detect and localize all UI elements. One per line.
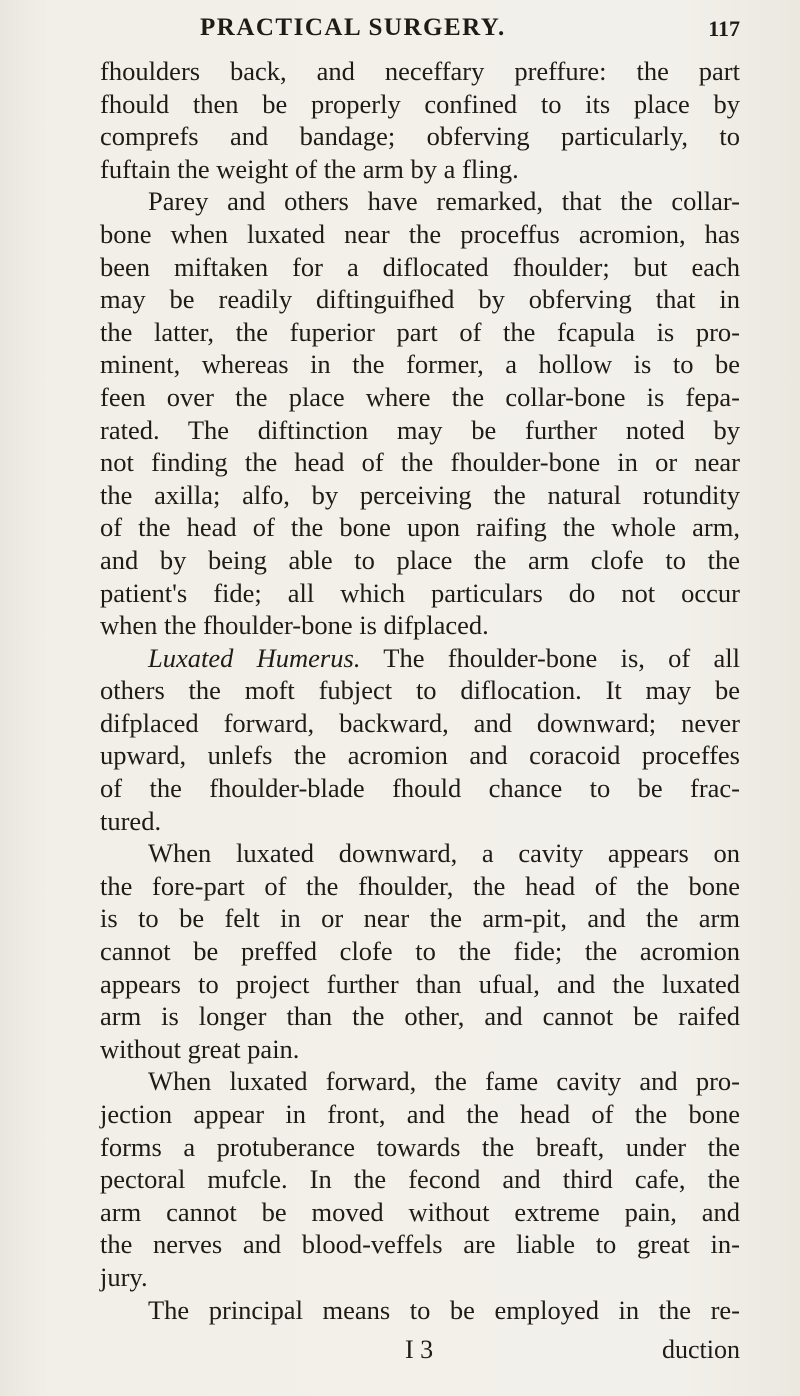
section-heading-luxated-humerus: Luxated Humerus. (148, 642, 361, 673)
text-line: patient's fide; all which particulars do not occur (100, 577, 740, 608)
catchword: duction (662, 1335, 740, 1364)
running-head: PRACTICAL SURGERY. (200, 14, 506, 41)
text-line: of the fhoulder-blade fhould chance to be frac- (100, 773, 740, 804)
text-line: of the head of the bone upon raifing the whole arm, (100, 512, 740, 543)
section-heading-rest: The fhoulder-bone is, of all (360, 642, 740, 673)
paragraph-first-line: When luxated downward, a cavity appears on (148, 838, 740, 869)
section-heading-line (100, 642, 740, 675)
text-line: comprefs and bandage; obferving particularly, to (100, 121, 740, 152)
text-line: feen over the place where the collar-bone is fepa- (100, 381, 740, 412)
text-line: others the moft fubject to diflocation. It may be (100, 675, 740, 706)
page-footer (100, 1335, 740, 1369)
text-line: cannot be preffed clofe to the fide; the acromion (100, 936, 740, 967)
text-line: difplaced forward, backward, and downward; never (100, 707, 740, 738)
text-line: been miftaken for a diflocated fhoulder; but each (100, 251, 740, 282)
text-line: fhoulders back, and neceffary preffure: the part (100, 56, 740, 86)
text-line: bone when luxated near the proceffus acromion, has (100, 218, 740, 249)
text-line: the axilla; alfo, by perceiving the natural rotundity (100, 479, 740, 510)
text-line: pectoral mufcle. In the fecond and third cafe, the (100, 1164, 740, 1195)
text-line: rated. The diftinction may be further noted by (100, 414, 740, 445)
text-line: jury. (100, 1261, 148, 1292)
text-line: not finding the head of the fhoulder-bone in or near (100, 447, 740, 478)
text-line: the nerves and blood-veffels are liable to great in- (100, 1229, 740, 1260)
text-line: when the fhoulder-bone is difplaced. (100, 610, 489, 641)
text-line: appears to project further than ufual, and the luxated (100, 968, 740, 999)
text-line: without great pain. (100, 1033, 300, 1064)
text-line: arm cannot be moved without extreme pain, and (100, 1196, 740, 1227)
text-line: is to be felt in or near the arm-pit, and the arm (100, 903, 740, 934)
text-line: fhould then be properly confined to its place by (100, 88, 740, 119)
text-line: may be readily diftinguifhed by obferving that in (100, 284, 740, 315)
page-number: 117 (708, 16, 740, 41)
body-text (100, 55, 740, 1326)
text-line: the latter, the fuperior part of the fcapula is pro- (100, 316, 740, 347)
page-header (100, 6, 740, 46)
text-line: minent, whereas in the former, a hollow is to be (100, 349, 740, 380)
text-line: upward, unlefs the acromion and coracoid proceffes (100, 740, 740, 771)
paragraph-first-line: Parey and others have remarked, that the collar- (148, 186, 740, 217)
signature-mark: I 3 (405, 1335, 434, 1364)
text-line: and by being able to place the arm clofe to the (100, 544, 740, 575)
text-line: tured. (100, 805, 162, 836)
text-line: jection appear in front, and the head of the bone (100, 1099, 740, 1129)
text-line: arm is longer than the other, and cannot be raifed (100, 1001, 740, 1032)
paragraph-first-line: The principal means to be employed in the re- (148, 1294, 740, 1325)
text-line: forms a protuberance towards the breaft, under the (100, 1131, 740, 1162)
text-line: fuftain the weight of the arm by a fling. (100, 153, 519, 184)
text-line: the fore-part of the fhoulder, the head of the bone (100, 870, 740, 901)
paragraph-first-line: When luxated forward, the fame cavity and pro- (148, 1066, 740, 1097)
